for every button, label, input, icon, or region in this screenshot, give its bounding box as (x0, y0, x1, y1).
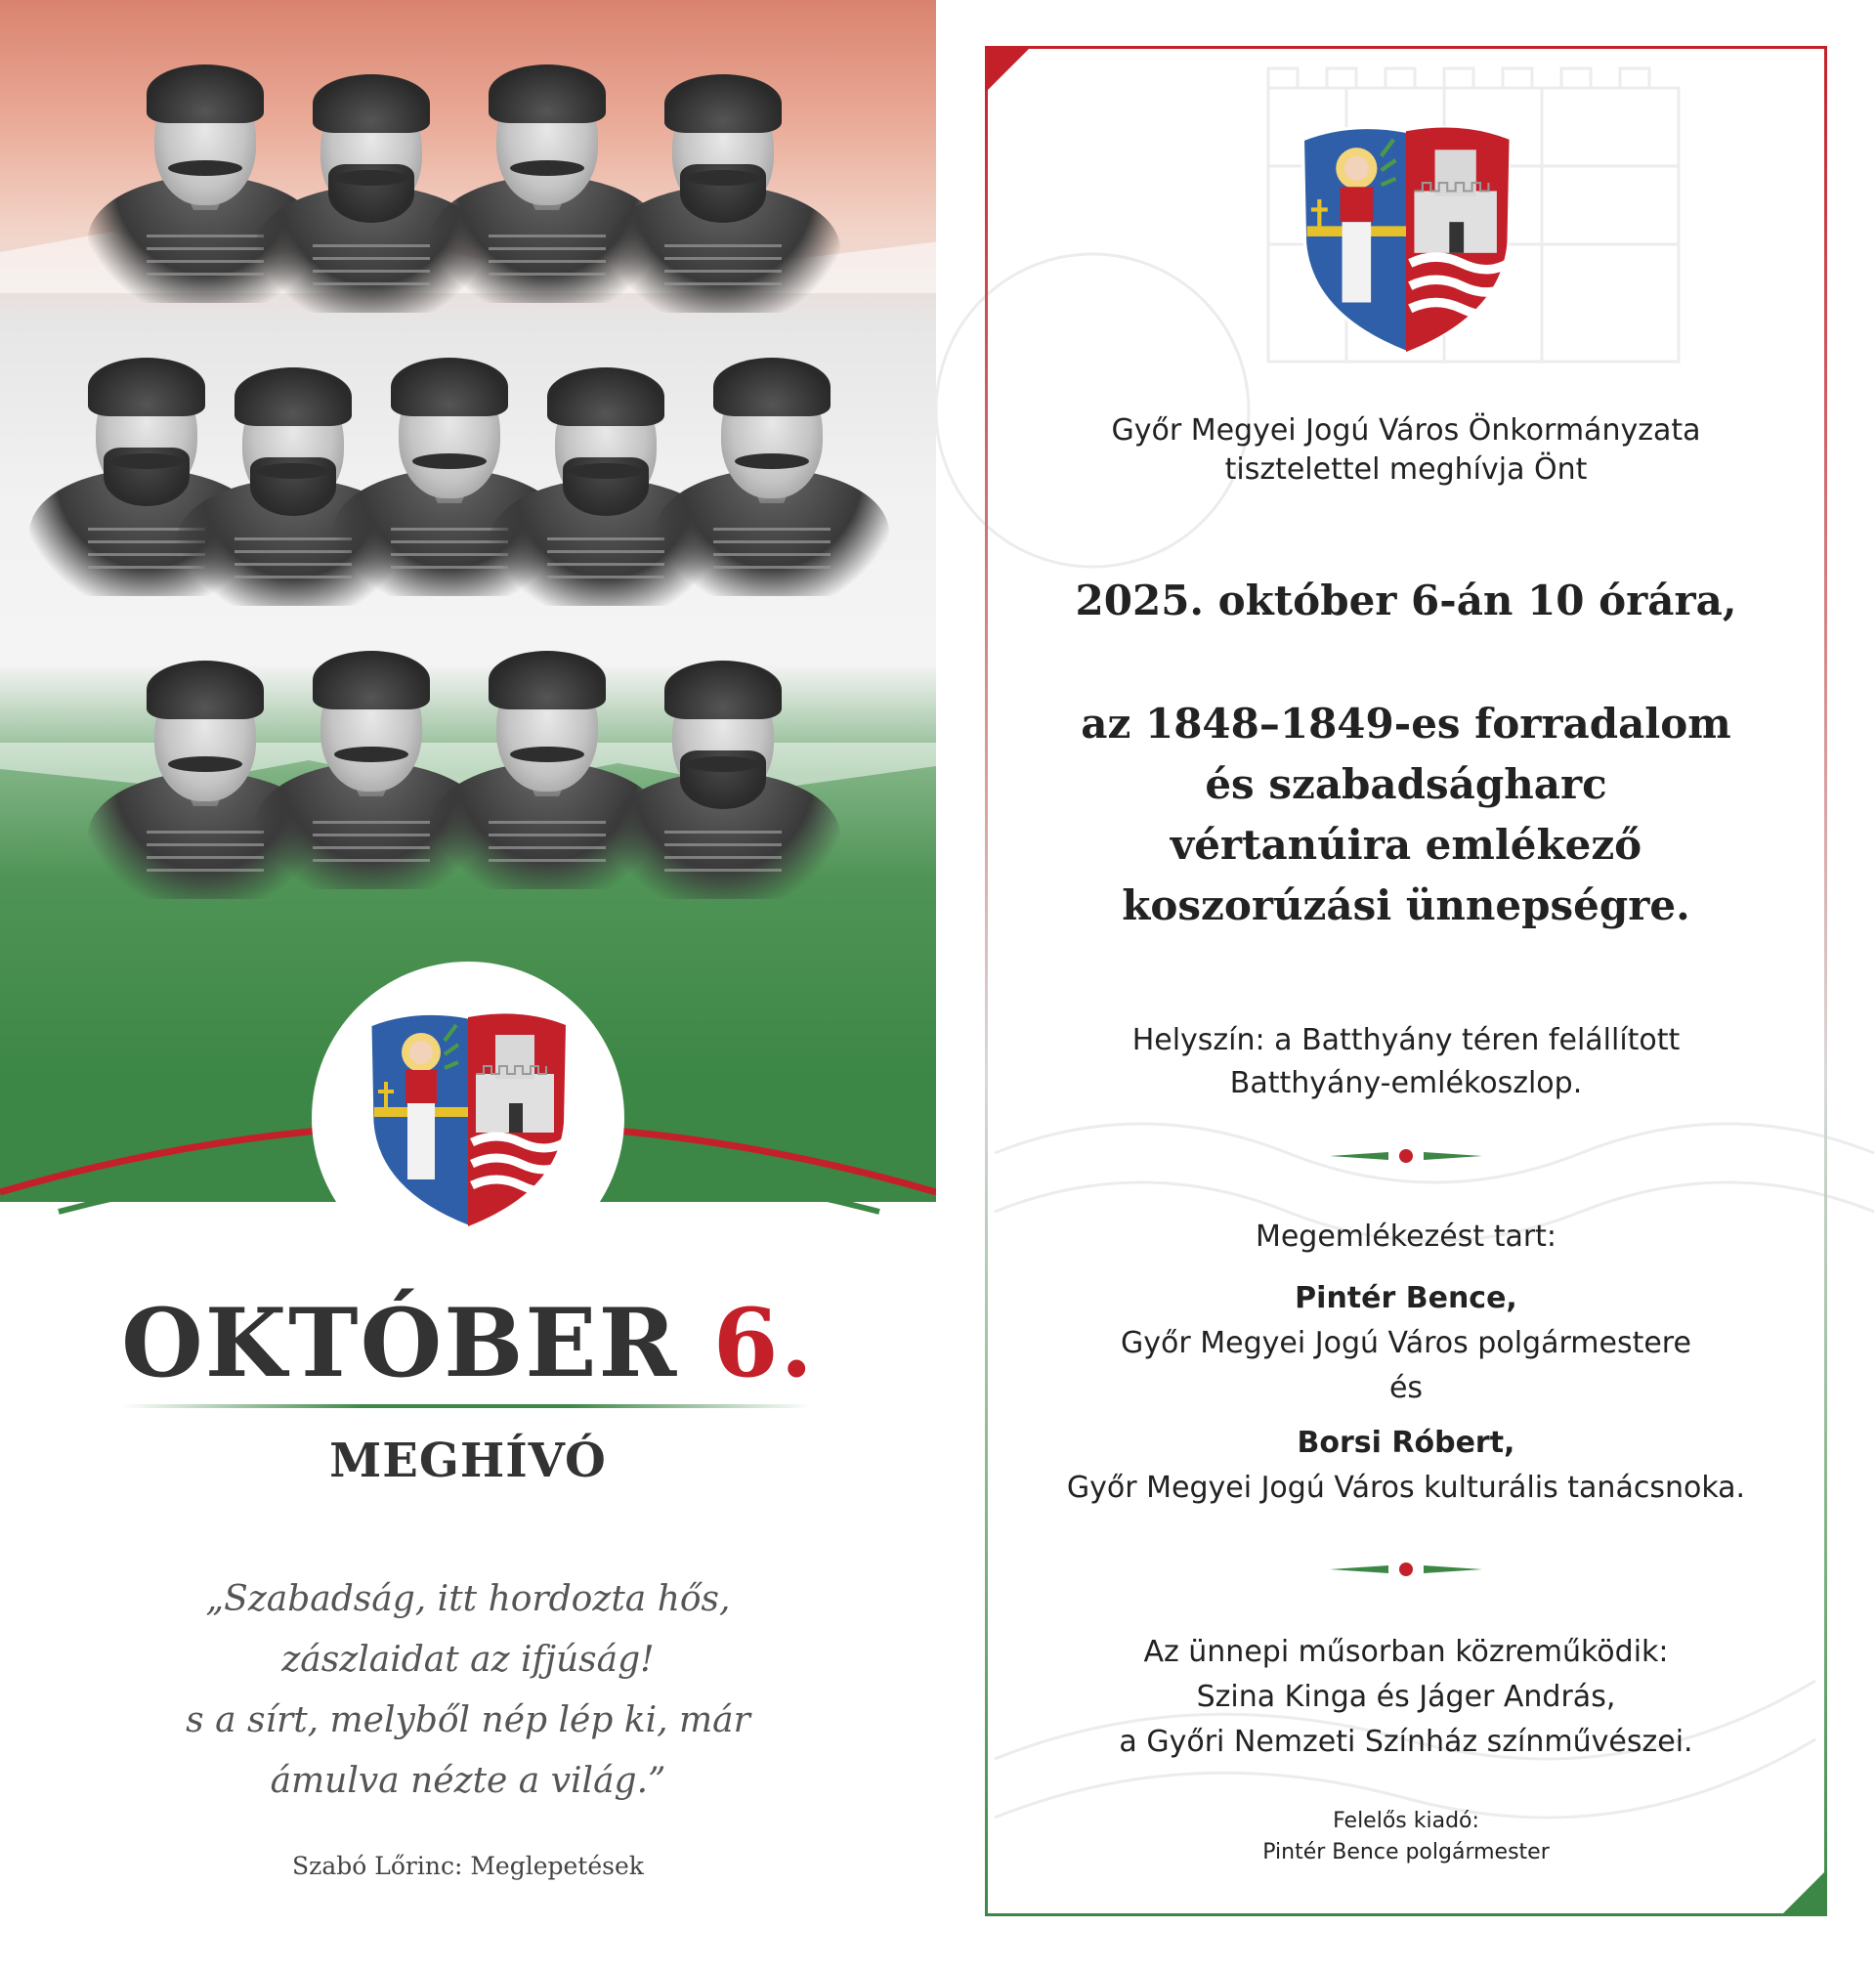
event-line: az 1848–1849-es forradalom (1081, 700, 1731, 748)
right-panel (936, 0, 1876, 1970)
publisher-label: Felelős kiadó: (1333, 1809, 1479, 1833)
quote-attribution: Szabó Lőrinc: Meglepetések (292, 1852, 644, 1880)
tricolor-divider (1330, 1146, 1482, 1166)
event-date-time: 2025. október 6-án 10 órára, (1075, 577, 1737, 624)
publisher-block (985, 1806, 1827, 1868)
speakers-heading: Megemlékezést tart: (1255, 1220, 1557, 1254)
emblem-medallion (312, 962, 624, 1274)
speaker-name: Borsi Róbert, (1297, 1426, 1515, 1460)
quote-line: zászlaidat az ifjúság! (281, 1640, 655, 1680)
speakers-block (985, 1276, 1827, 1511)
speaker-role: Győr Megyei Jogú Város kulturális tanácsnoka. (1066, 1471, 1746, 1505)
title-october-6 (0, 1288, 936, 1398)
city-coat-of-arms-icon (1295, 117, 1517, 358)
venue-line: Helyszín: a Batthyány téren felállított (1131, 1023, 1681, 1057)
host-block (985, 411, 1827, 490)
venue-line: Batthyány-emlékoszlop. (1229, 1066, 1583, 1100)
invitation-label: MEGHÍVÓ (329, 1434, 607, 1488)
program-block (985, 1630, 1827, 1765)
event-line: koszorúzási ünnepségre. (1122, 881, 1690, 929)
program-line: Szina Kinga és Jáger András, (1196, 1680, 1616, 1714)
host-invite-phrase: tisztelettel meghívja Önt (1224, 452, 1588, 487)
host-name: Győr Megyei Jogú Város Önkormányzata (1111, 413, 1701, 448)
event-line: és szabadságharc (1205, 760, 1607, 808)
speaker-role: Győr Megyei Jogú Város polgármestere (1121, 1326, 1691, 1360)
martyrs-portrait-group (49, 39, 909, 1036)
title-underline (122, 1404, 811, 1408)
speaker-conjunction: és (1388, 1371, 1424, 1405)
left-panel (0, 0, 936, 1970)
martyr-portrait (674, 332, 870, 596)
venue-block (985, 1019, 1827, 1105)
quote-line: s a sírt, melyből nép lép ki, már (186, 1700, 750, 1740)
quote-line: „Szabadság, itt hordozta hős, (205, 1579, 731, 1619)
city-coat-of-arms-icon (362, 1006, 574, 1230)
event-line: vértanúira emlékező (1170, 821, 1642, 869)
martyr-portrait (625, 635, 821, 899)
publisher-name: Pintér Bence polgármester (1262, 1840, 1550, 1864)
program-line: Az ünnepi műsorban közreműködik: (1143, 1635, 1669, 1669)
poem-quote (98, 1569, 838, 1812)
event-description (985, 694, 1827, 936)
quote-line: ámulva nézte a világ.” (270, 1761, 666, 1801)
tricolor-divider (1330, 1560, 1482, 1579)
title-day-number: 6. (712, 1288, 815, 1398)
program-line: a Győri Nemzeti Színház színművészei. (1119, 1725, 1693, 1759)
speaker-name: Pintér Bence, (1295, 1281, 1517, 1315)
title-month: OKTÓBER (121, 1288, 679, 1398)
martyr-portrait (625, 49, 821, 313)
